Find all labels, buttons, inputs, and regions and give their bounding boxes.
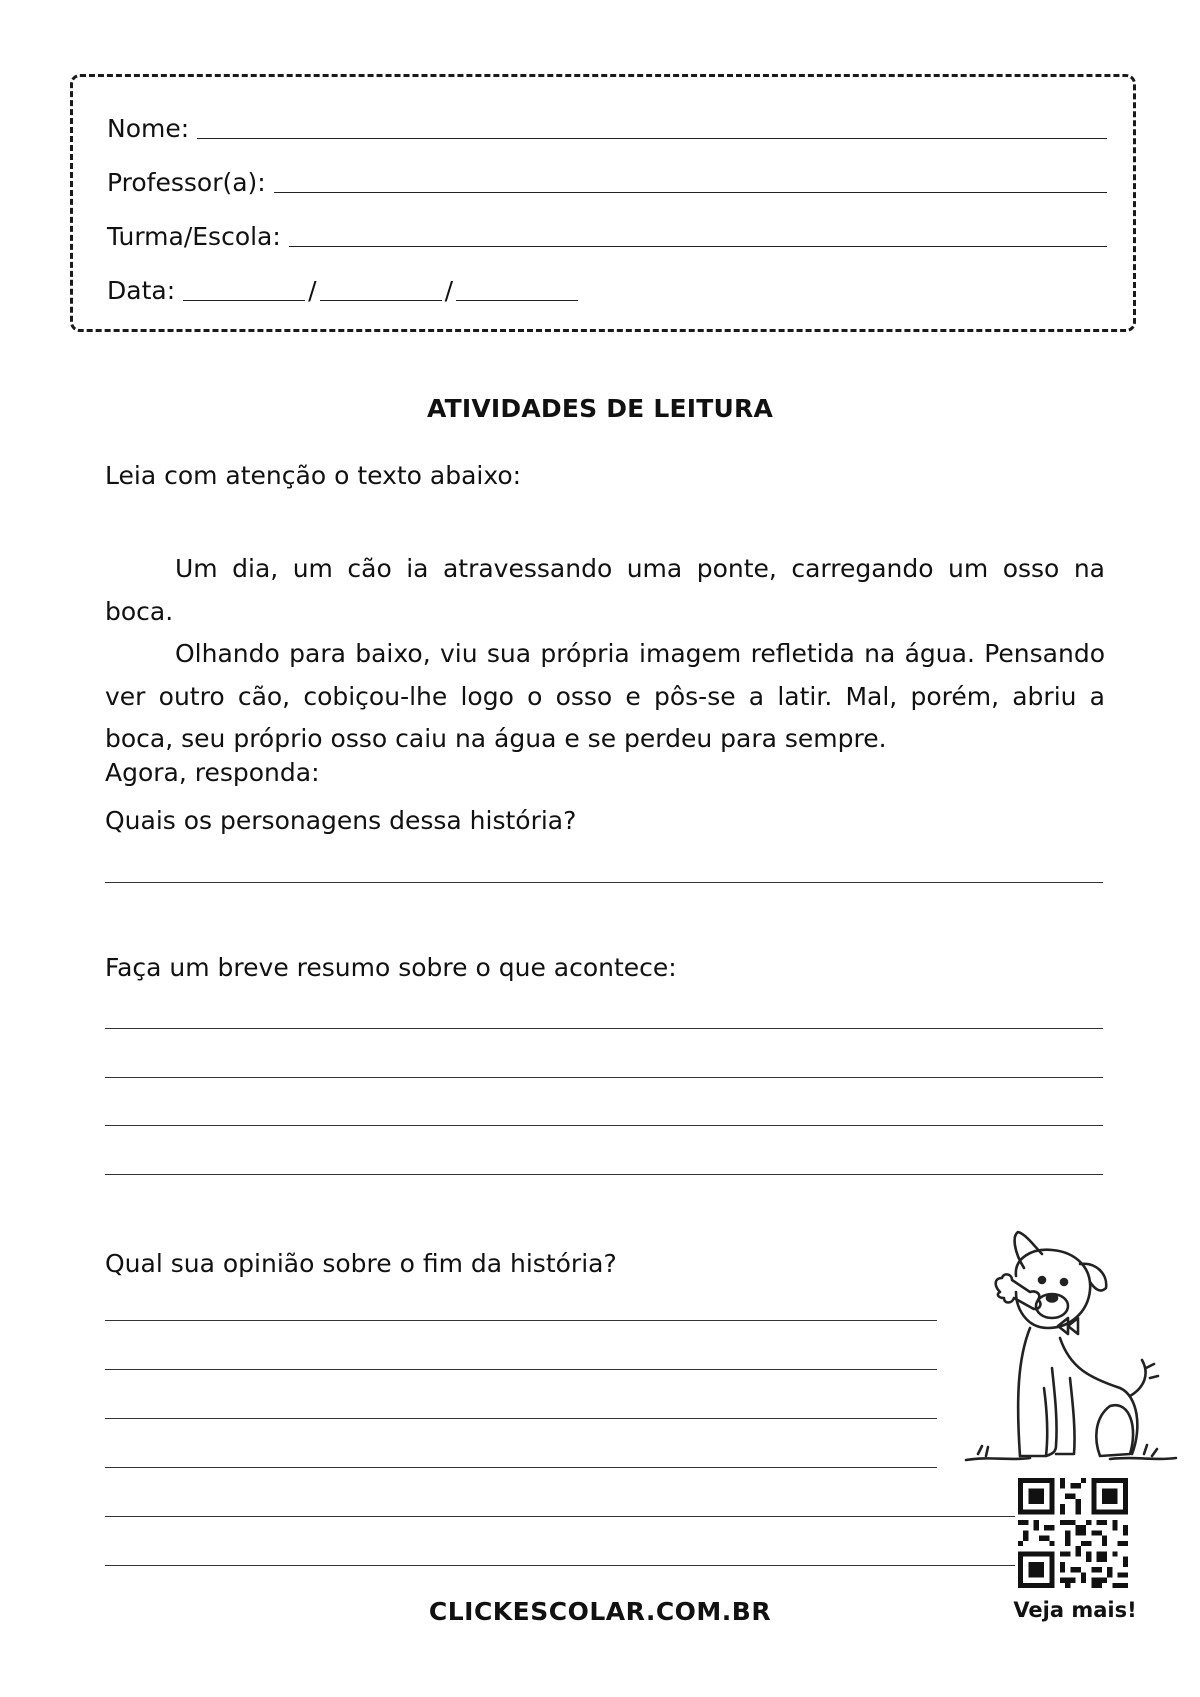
answer-line-q3[interactable]	[105, 1320, 937, 1321]
class-school-field-row	[107, 213, 1107, 253]
qr-caption: Veja mais!	[1013, 1598, 1137, 1622]
teacher-field-row	[107, 159, 1107, 199]
date-day-line[interactable]	[183, 299, 305, 301]
question-1: Quais os personagens dessa história?	[105, 806, 577, 835]
date-separator: /	[308, 276, 317, 305]
answer-line-q1[interactable]	[105, 882, 1103, 883]
class-school-label: Turma/Escola:	[107, 222, 281, 251]
teacher-label: Professor(a):	[107, 168, 266, 197]
answer-line-q3[interactable]	[105, 1369, 937, 1370]
answer-line-q3[interactable]	[105, 1516, 1015, 1517]
story-paragraph-1: Um dia, um cão ia atravessando uma ponte, carregando um osso na boca.	[105, 554, 1105, 626]
name-label: Nome:	[107, 114, 190, 143]
dog-with-bone-icon	[960, 1228, 1180, 1473]
name-input-line[interactable]	[197, 138, 1107, 139]
questions-prompt: Agora, responda:	[105, 758, 320, 787]
intro-text: Leia com atenção o texto abaixo:	[105, 461, 522, 490]
page-title: ATIVIDADES DE LEITURA	[426, 394, 774, 423]
class-school-input-line[interactable]	[289, 246, 1107, 247]
date-month-line[interactable]	[320, 299, 442, 301]
footer-site-link[interactable]: CLICKESCOLAR.COM.BR	[428, 1597, 772, 1626]
answer-line-q2[interactable]	[105, 1028, 1103, 1029]
answer-line-q3[interactable]	[105, 1418, 937, 1419]
answer-line-q3[interactable]	[105, 1565, 1015, 1566]
date-separator: /	[444, 276, 453, 305]
teacher-input-line[interactable]	[274, 192, 1107, 193]
date-label: Data:	[107, 276, 176, 305]
answer-line-q2[interactable]	[105, 1174, 1103, 1175]
date-field-row	[107, 267, 1107, 307]
story-paragraph-2: Olhando para baixo, viu sua própria imagem refletida na água. Pensando ver outro cão, cobiçou-lhe logo o osso e pôs-se a latir. Mal, porém, abriu a boca, seu próprio osso caiu na água e se perdeu para sempre.	[105, 639, 1105, 753]
answer-line-q2[interactable]	[105, 1077, 1103, 1078]
qr-code-icon[interactable]	[1018, 1478, 1128, 1588]
date-year-line[interactable]	[456, 299, 578, 301]
name-field-row	[107, 105, 1107, 145]
story-text	[105, 548, 1105, 761]
student-info-box	[70, 74, 1136, 332]
question-2: Faça um breve resumo sobre o que acontece:	[105, 953, 677, 982]
answer-line-q3[interactable]	[105, 1467, 937, 1468]
question-3: Qual sua opinião sobre o fim da história?	[105, 1249, 617, 1278]
answer-line-q2[interactable]	[105, 1125, 1103, 1126]
